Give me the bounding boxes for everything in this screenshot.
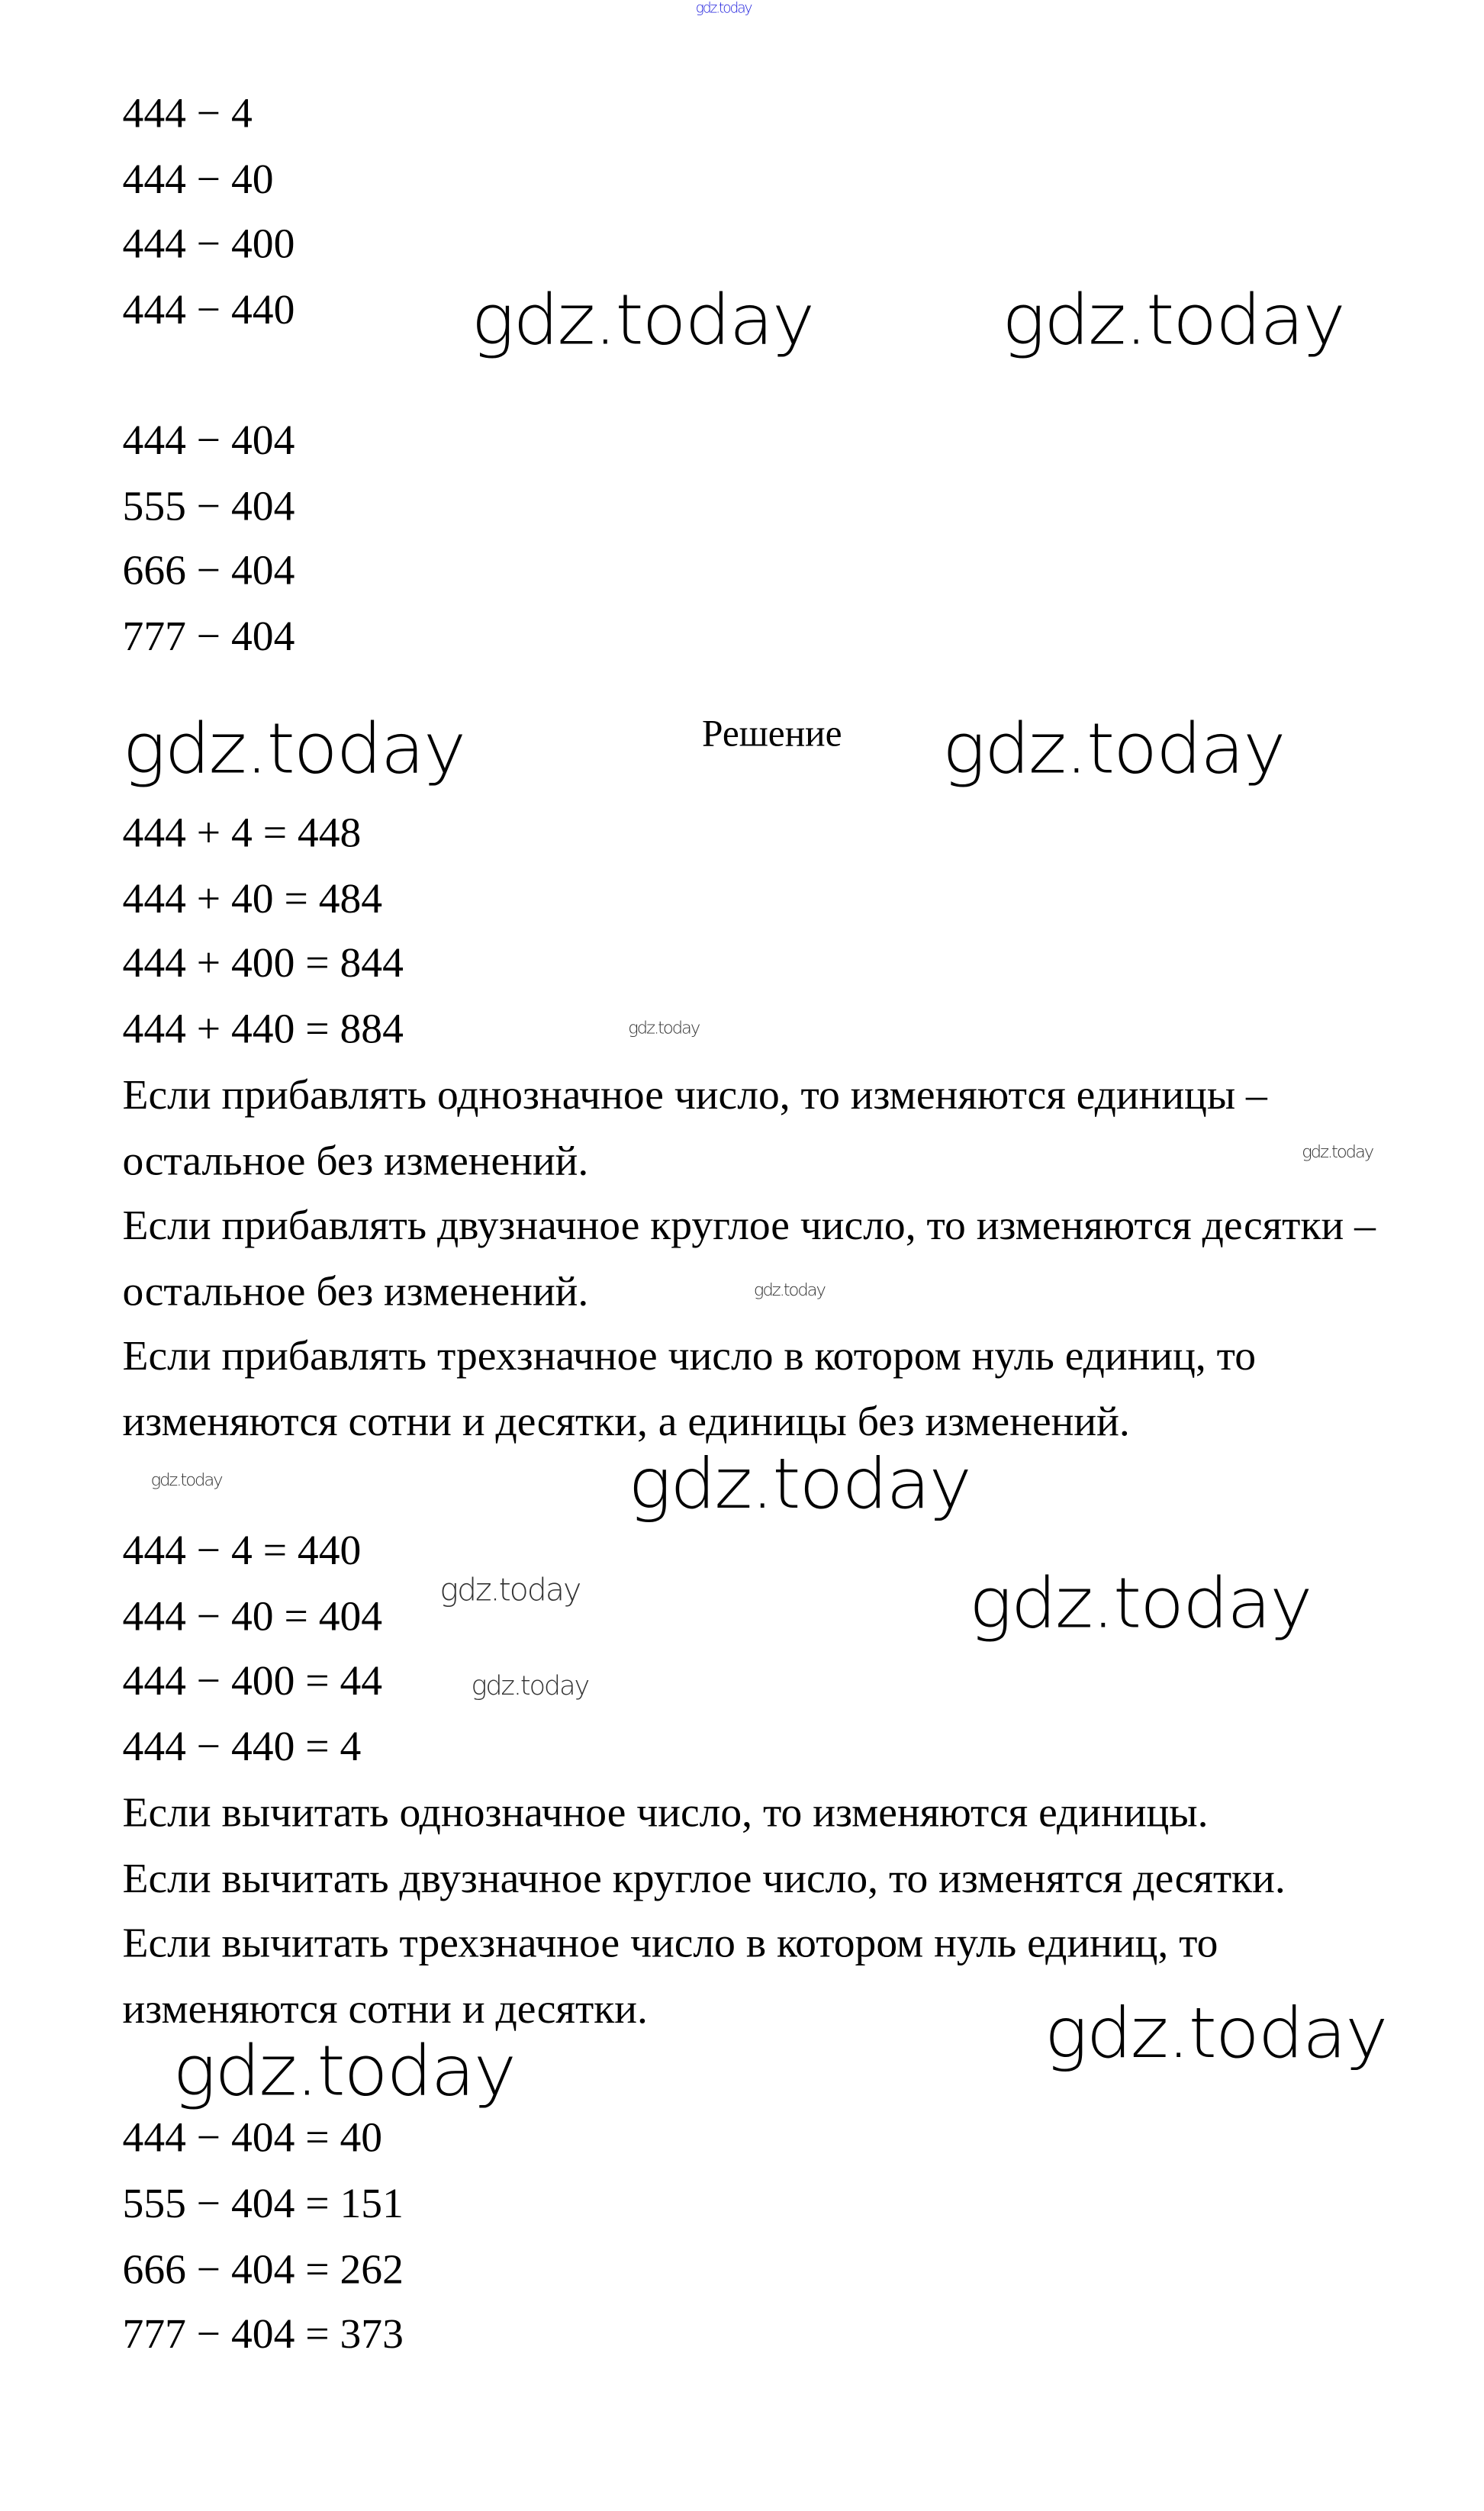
subtraction-line: 444 − 440 = 4	[122, 1722, 362, 1770]
watermark: gdz.today	[942, 710, 1285, 790]
watermark: gdz.today	[628, 1444, 971, 1525]
addition-line: 444 + 440 = 884	[122, 1005, 404, 1052]
task-line: 444 − 40	[122, 155, 274, 203]
subtraction-note: Если вычитать однозначное число, то изменяются единицы.	[122, 1788, 1209, 1837]
task-line: 444 − 440	[122, 285, 295, 333]
subtraction2-line: 666 − 404 = 262	[122, 2245, 404, 2293]
task-line: 666 − 404	[122, 546, 295, 594]
addition-note: Если прибавлять трехзначное число в котором нуль единиц, то	[122, 1331, 1257, 1379]
watermark: gdz.today	[471, 281, 813, 362]
watermark-small: gdz.today	[628, 1017, 700, 1038]
watermark-small: gdz.today	[1302, 1141, 1373, 1163]
task-line: 444 − 4	[122, 89, 253, 137]
watermark-medium: gdz.today	[439, 1570, 581, 1608]
subtraction2-line: 555 − 404 = 151	[122, 2179, 404, 2227]
addition-line: 444 + 400 = 844	[122, 938, 404, 987]
subtraction-note: Если вычитать двузначное круглое число, то изменятся десятки.	[122, 1854, 1286, 1902]
addition-note: Если прибавлять двузначное круглое число, то изменяются десятки –	[122, 1201, 1376, 1249]
addition-note: Если прибавлять однозначное число, то изменяются единицы –	[122, 1070, 1267, 1119]
watermark: gdz.today	[968, 1563, 1312, 1644]
subtraction2-line: 444 − 404 = 40	[122, 2113, 383, 2162]
task-line: 555 − 404	[122, 481, 295, 530]
watermark: gdz.today	[172, 2032, 515, 2113]
subtraction2-line: 777 − 404 = 373	[122, 2310, 404, 2358]
watermark-small: gdz.today	[150, 1470, 222, 1491]
watermark-small: gdz.today	[753, 1280, 825, 1301]
task-line: 444 − 404	[122, 416, 295, 464]
task-line: 444 − 400	[122, 220, 295, 267]
watermark: gdz.today	[1002, 281, 1344, 362]
subtraction-line: 444 − 400 = 44	[122, 1656, 383, 1705]
addition-note: остальное без изменений.	[122, 1137, 589, 1184]
solution-heading: Решение	[702, 714, 842, 755]
subtraction-note: Если вычитать трехзначное число в котором нуль единиц, то	[122, 1919, 1218, 1966]
addition-line: 444 + 4 = 448	[122, 808, 362, 856]
subtraction-line: 444 − 40 = 404	[122, 1592, 383, 1640]
watermark-top: gdz.today	[695, 2, 752, 18]
addition-note: остальное без изменений.	[122, 1267, 589, 1315]
subtraction-note: изменяются сотни и десятки.	[122, 1985, 648, 2033]
watermark: gdz.today	[1044, 1994, 1387, 2075]
addition-line: 444 + 40 = 484	[122, 874, 383, 922]
subtraction-line: 444 − 4 = 440	[122, 1526, 362, 1574]
task-line: 777 − 404	[122, 612, 295, 660]
watermark: gdz.today	[122, 710, 465, 790]
watermark-medium: gdz.today	[471, 1670, 589, 1703]
addition-note: изменяются сотни и десятки, а единицы без изменений.	[122, 1397, 1130, 1445]
